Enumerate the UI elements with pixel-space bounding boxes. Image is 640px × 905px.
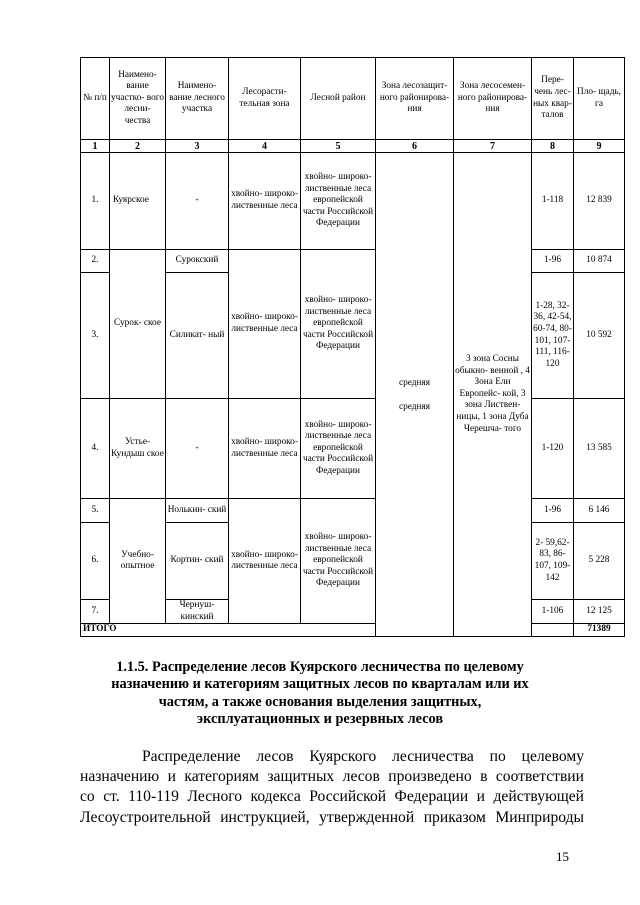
column-number: 9 <box>574 140 625 153</box>
district-name: Учебно- опытное <box>110 499 166 624</box>
area: 10 874 <box>574 250 625 273</box>
header-forest-zone: Лесорасти- тельная зона <box>229 58 301 140</box>
seed-zone: 3 зона Сосны обыкно- венной , 4 Зона Ели Европейс- кой, 3 зона Листвен- ницы, 1 зона Дуба Черешча- того <box>454 153 532 637</box>
forest-zone: хвойно- широко- лиственные леса <box>229 250 301 399</box>
page-number: 15 <box>556 849 569 864</box>
row-number: 1. <box>81 153 110 250</box>
total-value: 71389 <box>574 624 625 637</box>
column-number: 1 <box>81 140 110 153</box>
quarters: 1-96 <box>532 250 574 273</box>
column-number: 8 <box>532 140 574 153</box>
plot-name: Чернуш- кинский <box>166 600 229 624</box>
total-empty <box>532 624 574 637</box>
header-seed-zone: Зона лесосемен- ного районирова- ния <box>454 58 532 140</box>
header-district: Наимено- вание участко- вого лесни- чества <box>110 58 166 140</box>
forest-distribution-table <box>80 57 625 637</box>
area: 6 146 <box>574 499 625 523</box>
protection-zone-value: средняя <box>398 377 431 388</box>
forest-region: хвойно- широко- лиственные леса европейской части Российской Федерации <box>301 499 376 624</box>
table-row <box>81 153 625 250</box>
column-number-row <box>81 140 625 153</box>
plot-name: - <box>166 399 229 499</box>
district-name: Устье- Кундыш ское <box>110 399 166 499</box>
quarters: 1-118 <box>532 153 574 250</box>
protection-zone-value: средняя <box>398 401 431 412</box>
row-number: 2. <box>81 250 110 273</box>
header-forest-region: Лесной район <box>301 58 376 140</box>
protection-zone <box>376 153 454 637</box>
area: 12 839 <box>574 153 625 250</box>
total-label: ИТОГО <box>81 624 532 637</box>
forest-zone: хвойно- широко- лиственные леса <box>229 499 301 624</box>
area: 10 592 <box>574 273 625 399</box>
paragraph-line: со ст. 110-119 Лесного кодекса Российской Федерации и действующей <box>80 788 584 806</box>
row-number: 6. <box>81 523 110 600</box>
column-number: 3 <box>166 140 229 153</box>
plot-name: Нолькин- ский <box>166 499 229 523</box>
plot-name: - <box>166 153 229 250</box>
plot-name: Сурокский <box>166 250 229 273</box>
header-quarters: Пере- чень лес- ных квар- талов <box>532 58 574 140</box>
column-number: 4 <box>229 140 301 153</box>
forest-region: хвойно- широко- лиственные леса европейской части Российской Федерации <box>301 250 376 399</box>
quarters: 1-96 <box>532 499 574 523</box>
paragraph-line: Распределение лесов Куярского лесничества по целевому <box>142 748 584 765</box>
quarters: 1-28, 32-36, 42-54, 60-74, 80- 101, 107- 111, 116- 120 <box>532 273 574 399</box>
row-number: 7. <box>81 600 110 624</box>
plot-name: Силикат- ный <box>166 273 229 399</box>
area: 12 125 <box>574 600 625 624</box>
forest-region: хвойно- широко- лиственные леса европейской части Российской Федерации <box>301 153 376 250</box>
plot-name: Кортин- ский <box>166 523 229 600</box>
header-protection-zone: Зона лесозащит- ного районирова- ния <box>376 58 454 140</box>
quarters: 1-106 <box>532 600 574 624</box>
quarters: 2- 59,62- 83, 86- 107, 109- 142 <box>532 523 574 600</box>
section-heading: 1.1.5. Распределение лесов Куярского лесничества по целевому назначению и категориям защитных лесов по кварталам или их частям, а также основания выделения защитных, эксплуатационных и резервных лесов <box>111 659 529 728</box>
header-area: Пло- щадь, га <box>574 58 625 140</box>
district-name: Сурок- ское <box>110 250 166 399</box>
table-row <box>81 399 625 499</box>
column-number: 5 <box>301 140 376 153</box>
forest-region: хвойно- широко- лиственные леса европейской части Российской Федерации <box>301 399 376 499</box>
column-number: 7 <box>454 140 532 153</box>
header-plot: Наимено- вание лесного участка <box>166 58 229 140</box>
column-number: 2 <box>110 140 166 153</box>
row-number: 3. <box>81 273 110 399</box>
district-name: Куярское <box>110 153 166 250</box>
paragraph-line: Лесоустроительной инструкцией, утвержденной приказом Минприроды <box>80 808 584 826</box>
forest-zone: хвойно- широко- лиственные леса <box>229 153 301 250</box>
area: 5 228 <box>574 523 625 600</box>
quarters: 1-120 <box>532 399 574 499</box>
table-total-row <box>81 624 625 637</box>
column-number: 6 <box>376 140 454 153</box>
paragraph-line: назначению и категориям защитных лесов произведено в соответствии <box>80 768 584 786</box>
row-number: 4. <box>81 399 110 499</box>
row-number: 5. <box>81 499 110 523</box>
table-header-row <box>81 58 625 140</box>
table-row <box>81 250 625 273</box>
body-paragraph <box>80 747 584 828</box>
forest-zone: хвойно- широко- лиственные леса <box>229 399 301 499</box>
header-number: № п/п <box>81 58 110 140</box>
area: 13 585 <box>574 399 625 499</box>
table-row <box>81 499 625 523</box>
